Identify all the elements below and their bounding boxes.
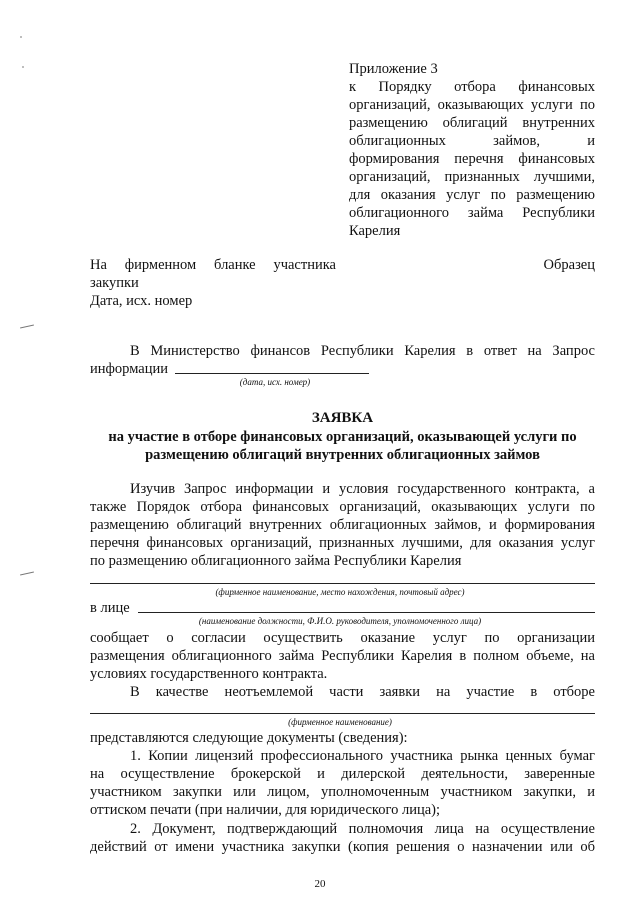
sample-label: Образец — [543, 257, 595, 273]
company-name-caption: (фирменное наименование, место нахождения, почтовый адрес) — [215, 587, 465, 597]
letterhead-block — [90, 256, 336, 310]
appendix-line: для оказания услуг по размещению — [349, 187, 595, 203]
application-subtitle: на участие в отборе финансовых организаций, оказывающей услуги по — [108, 429, 577, 445]
date-number-line — [175, 373, 369, 374]
paragraph-line: действий от имени участника закупки (копия решения о назначении или об — [90, 839, 595, 855]
name-line — [90, 713, 595, 714]
appendix-block — [349, 60, 595, 240]
scan-mark — [20, 36, 22, 38]
appendix-line: размещению облигаций внутренних — [349, 115, 595, 131]
letterhead-line: На фирменном бланке участника — [90, 257, 336, 273]
addressee-info: информации — [90, 361, 168, 377]
appendix-line: к Порядку отбора финансовых — [349, 79, 595, 95]
attachment-paragraph: В качестве неотъемлемой части заявки на участие в отборе — [130, 684, 595, 700]
application-subtitle: размещению облигаций внутренних облигационных займов — [145, 447, 540, 463]
paragraph-line: Изучив Запрос информации и условия государственного контракта, а — [130, 481, 595, 497]
person-line — [138, 612, 595, 613]
appendix-line: облигационных займов, и — [349, 133, 595, 149]
paragraph-line: 1. Копии лицензий профессионального участника рынка ценных бумаг — [130, 748, 595, 764]
paragraph-line: участником закупки или лицом, уполномоченным участником закупки, и — [90, 784, 595, 800]
paragraph-line: размещению облигаций внутренних облигационных займов, и формирования — [90, 517, 595, 533]
appendix-title: Приложение 3 — [349, 61, 438, 77]
person-caption: (наименование должности, Ф.И.О. руководителя, уполномоченного лица) — [198, 616, 482, 626]
paragraph-line: по размещению облигационного займа Республики Карелия — [90, 553, 462, 569]
date-number-caption: (дата, исх. номер) — [239, 377, 311, 387]
paragraph-line: перечня финансовых организаций, признанных лучшими, для оказания услуг — [90, 535, 595, 551]
document-item-1 — [90, 747, 595, 819]
appendix-line: организаций, признанных лучшими, — [349, 169, 595, 185]
letterhead-line: закупки — [90, 275, 139, 291]
paragraph-line: 2. Документ, подтверждающий полномочия лица на осуществление — [130, 821, 595, 837]
appendix-line: облигационного займа Республики — [349, 205, 595, 221]
appendix-line: организаций, оказывающих услуги по — [349, 97, 595, 113]
addressee-line: В Министерство финансов Республики Карелия в ответ на Запрос — [130, 343, 595, 359]
name-caption: (фирменное наименование) — [288, 717, 392, 727]
consent-paragraph — [90, 629, 595, 683]
page-number: 20 — [314, 878, 326, 890]
scan-mark — [20, 572, 34, 576]
paragraph-line: оттиском печати (при наличии, для юридического лица); — [90, 802, 441, 818]
document-item-2 — [90, 820, 595, 856]
paragraph-line: условиях государственного контракта. — [90, 666, 328, 682]
scan-mark — [20, 325, 34, 329]
scan-mark — [22, 66, 24, 68]
paragraph-line: также Порядок отбора финансовых организаций, оказывающих услуги по — [90, 499, 595, 515]
company-name-line — [90, 583, 595, 584]
paragraph-line: размещения облигационного займа Республики Карелия в полном объеме, на — [90, 648, 595, 664]
intro-paragraph — [90, 480, 595, 570]
appendix-line: формирования перечня финансовых — [349, 151, 595, 167]
appendix-line: Карелия — [349, 223, 401, 239]
paragraph-line: сообщает о согласии осуществить оказание услуг по организации — [90, 630, 595, 646]
application-title: ЗАЯВКА — [311, 410, 374, 426]
letterhead-date: Дата, исх. номер — [90, 293, 193, 309]
documents-intro: представляются следующие документы (сведения): — [90, 730, 408, 746]
in-person-label: в лице — [90, 600, 130, 616]
paragraph-line: на осуществление брокерской и дилерской деятельности, заверенные — [90, 766, 595, 782]
